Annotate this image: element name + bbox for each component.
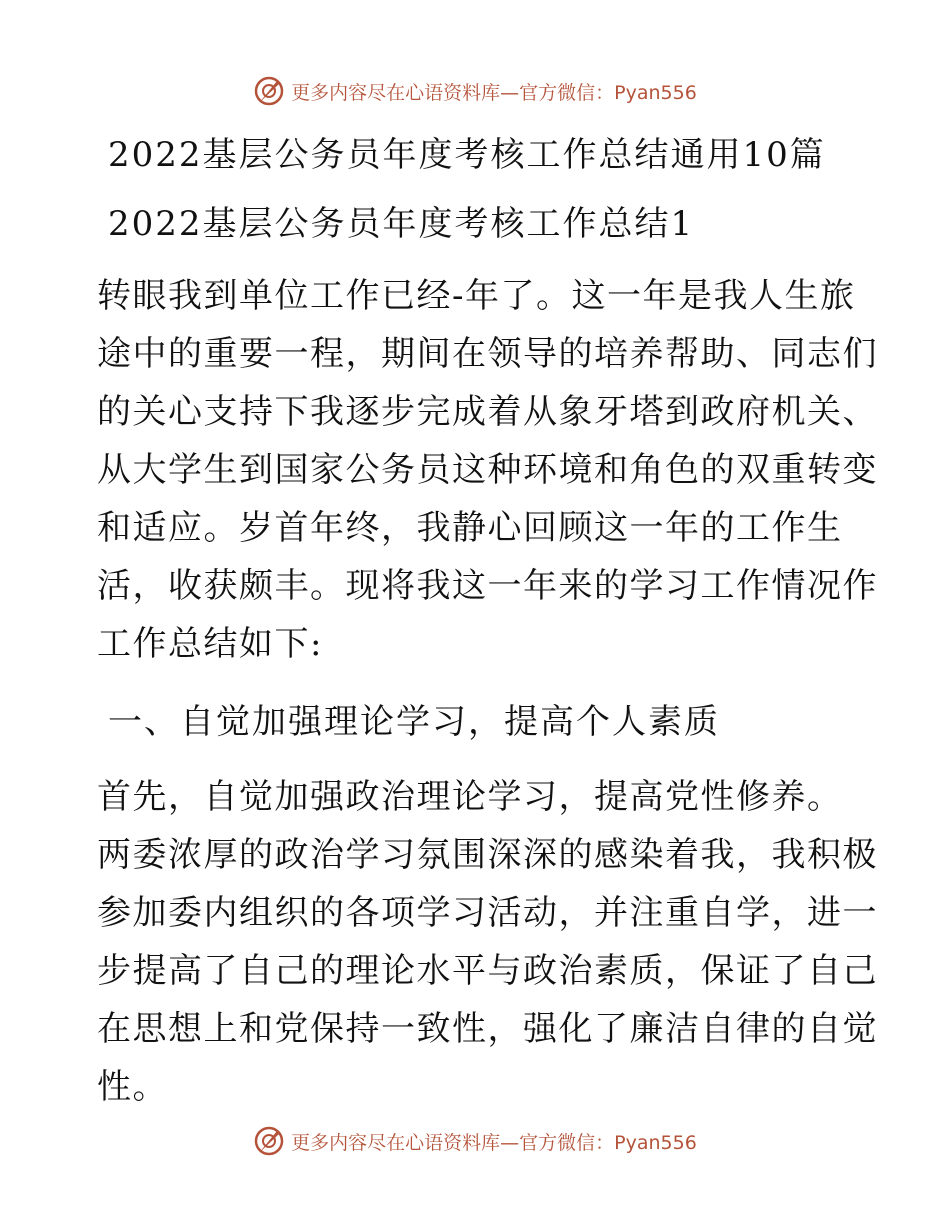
watermark-banner-bottom [0,1121,950,1161]
section-paragraph [97,768,878,1116]
paragraph-line: 参加委内组织的各项学习活动，并注重自学，进一 [97,893,878,933]
paragraph-line: 性。 [97,1067,168,1107]
paragraph-line: 工作总结如下: [97,624,323,664]
document-subtitle: 2022基层公务员年度考核工作总结1 [108,204,695,244]
paragraph-line: 活，收获颇丰。现将我这一年来的学习工作情况作 [97,566,878,606]
paragraph-line: 两委浓厚的政治学习氛围深深的感染着我，我积极 [97,835,878,875]
watermark-text: 更多内容尽在心语资料库—官方微信：Pyan556 [291,1131,697,1154]
paragraph-line: 步提高了自己的理论水平与政治素质，保证了自己 [97,951,878,991]
paragraph-line: 和适应。岁首年终，我静心回顾这一年的工作生 [97,508,843,548]
watermark-text: 更多内容尽在心语资料库—官方微信：Pyan556 [291,81,697,104]
paragraph-line: 从大学生到国家公务员这种环境和角色的双重转变 [97,450,878,490]
paragraph-line: 转眼我到单位工作已经-年了。这一年是我人生旅 [97,276,856,316]
quill-circle-icon [253,75,285,107]
watermark-banner-top [0,71,950,111]
section-heading: 一、自觉加强理论学习，提高个人素质 [108,702,720,742]
document-title: 2022基层公务员年度考核工作总结通用10篇 [108,135,826,175]
intro-paragraph [97,267,878,673]
paragraph-line: 途中的重要一程，期间在领导的培养帮助、同志们 [97,334,878,374]
paragraph-line: 的关心支持下我逐步完成着从象牙塔到政府机关、 [97,392,878,432]
paragraph-line: 在思想上和党保持一致性，强化了廉洁自律的自觉 [97,1009,878,1049]
quill-circle-icon [253,1125,285,1157]
paragraph-line: 首先，自觉加强政治理论学习，提高党性修养。 [97,777,843,817]
